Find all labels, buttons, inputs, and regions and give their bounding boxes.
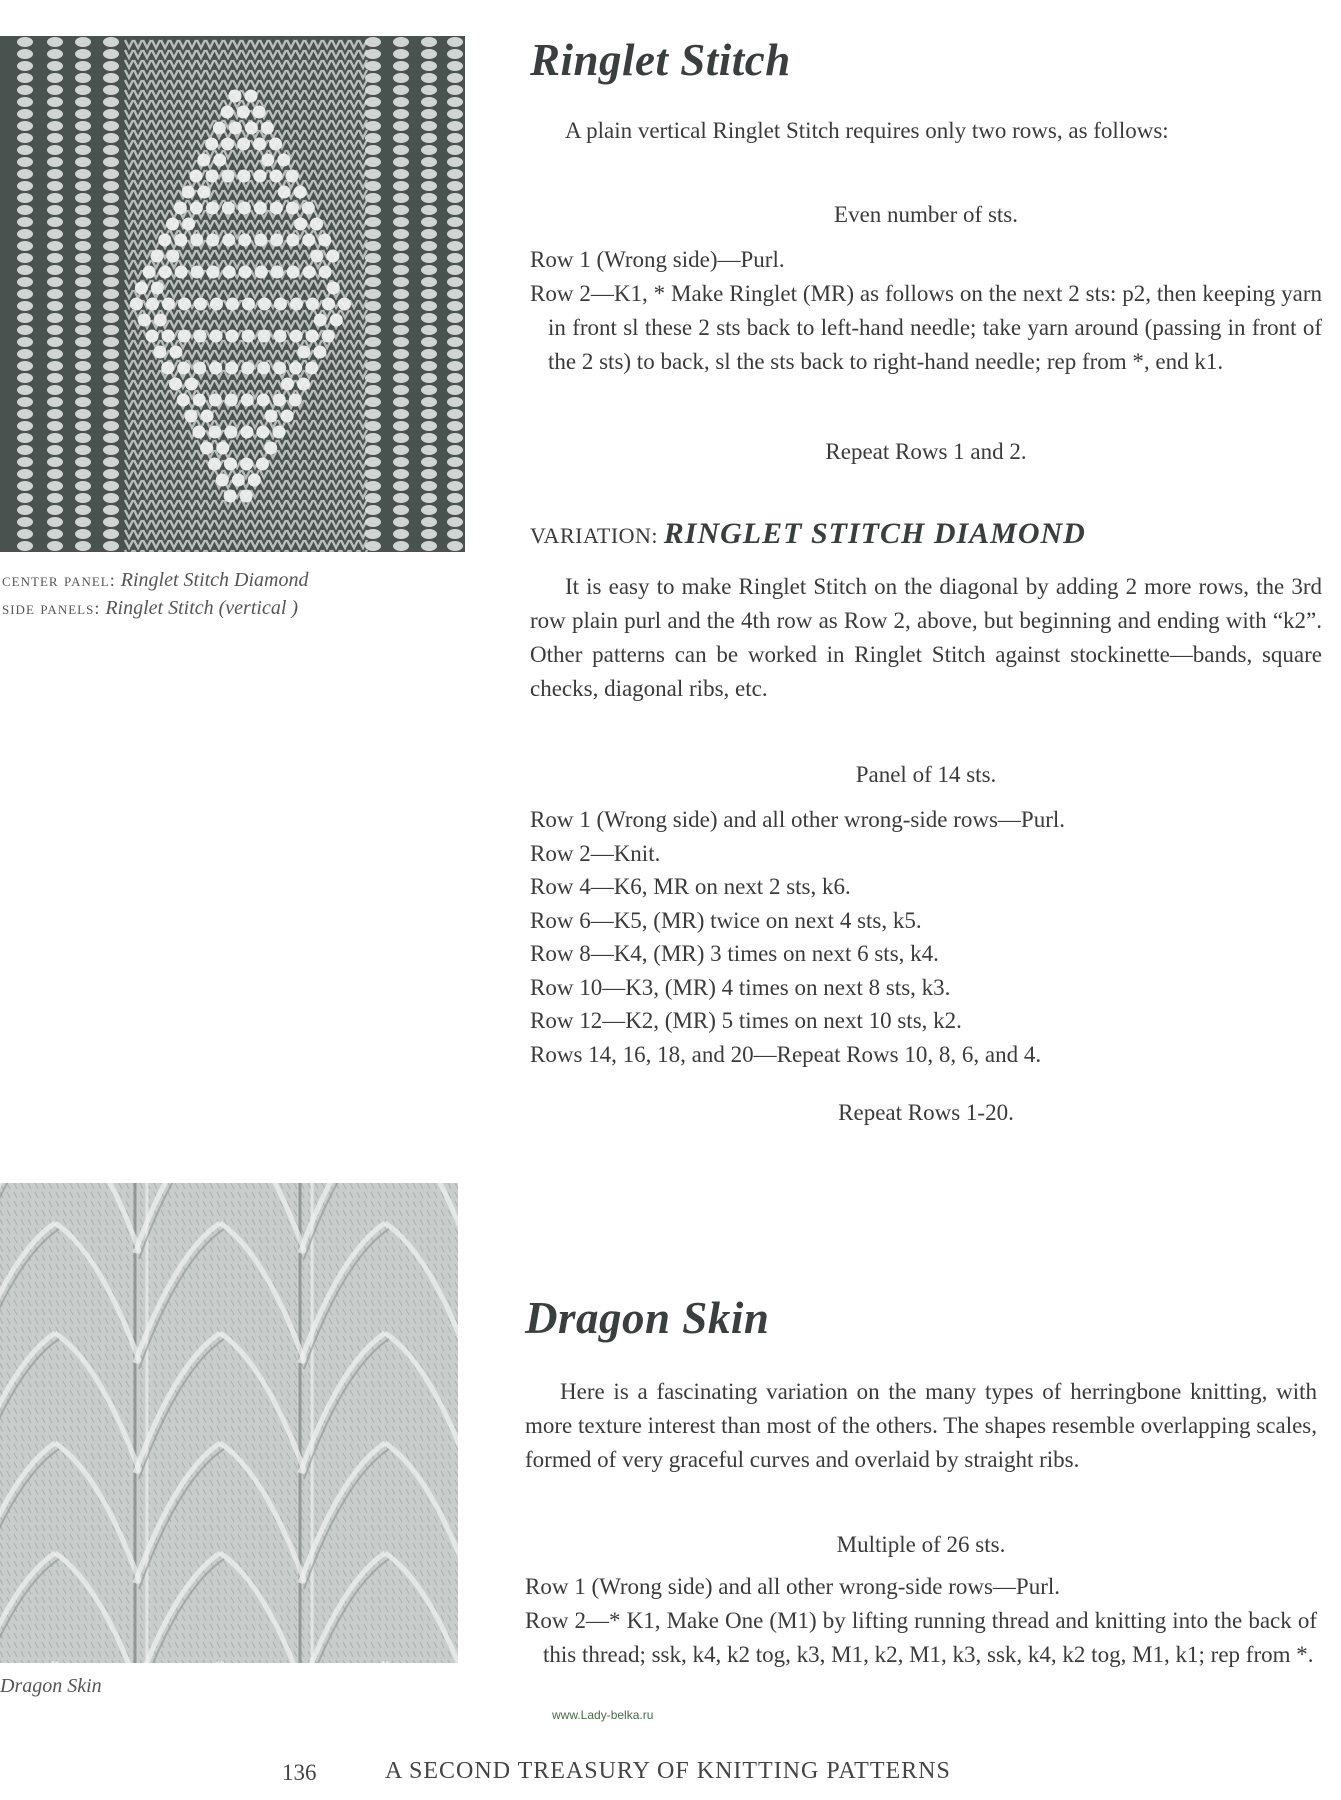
section-title-dragon: Dragon Skin xyxy=(525,1293,770,1343)
variation-repeat: Repeat Rows 1-20. xyxy=(838,1100,1014,1125)
ringlet-repeat: Repeat Rows 1 and 2. xyxy=(825,439,1027,464)
variation-name: RINGLET STITCH DIAMOND xyxy=(663,517,1086,550)
book-title: A SECOND TREASURY OF KNITTING PATTERNS xyxy=(385,1758,951,1784)
dragon-photo-caption xyxy=(0,1672,102,1700)
variation-heading xyxy=(530,516,1322,554)
dragon-intro: Here is a fascinating variation on the many types of herringbone knitting, with more texture interest than most of the others. The shapes resemble overlapping scales, formed of very graceful curves and overlaid by straight ribs. xyxy=(525,1379,1317,1472)
dragon-rows xyxy=(525,1570,1317,1672)
instruction-row: Row 1 (Wrong side) and all other wrong-side rows—Purl. xyxy=(525,1574,1061,1599)
instruction-row: Rows 14, 16, 18, and 20—Repeat Rows 10, 8, 6, and 4. xyxy=(530,1041,1042,1067)
ringlet-stitch-photo xyxy=(0,36,465,552)
dragon-caption-text: Dragon Skin xyxy=(0,1675,102,1697)
page-number: 136 xyxy=(282,1760,317,1785)
variation-stitch-count: Panel of 14 sts. xyxy=(855,762,997,787)
caption-side-label: side panels: xyxy=(2,598,101,618)
caption-center-panel xyxy=(2,566,309,594)
instruction-row: Row 2—Knit. xyxy=(530,840,661,866)
knitted-swatch-ringlet xyxy=(0,36,465,552)
instruction-row: Row 10—K3, (MR) 4 times on next 8 sts, k3. xyxy=(530,974,951,1000)
variation-label: VARIATION: xyxy=(530,523,659,548)
dragon-stitch-count: Multiple of 26 sts. xyxy=(836,1532,1006,1557)
caption-center-value: Ringlet Stitch Diamond xyxy=(120,569,309,591)
instruction-row: Row 2—K1, * Make Ringlet (MR) as follows on the next 2 sts: p2, then keeping yarn in front sl these 2 sts back to left-hand needle; take yarn around (passing in front of the 2 sts) to back, sl the sts back to right-hand needle; rep from *, end k1. xyxy=(530,281,1322,374)
watermark: www.Lady-belka.ru xyxy=(552,1708,654,1722)
instruction-row: Row 8—K4, (MR) 3 times on next 6 sts, k4. xyxy=(530,941,939,966)
knitted-swatch-dragon-skin xyxy=(0,1183,458,1663)
ringlet-stitch-count: Even number of sts. xyxy=(834,202,1018,227)
instruction-row: Row 6—K5, (MR) twice on next 4 sts, k5. xyxy=(530,907,922,933)
section-title-ringlet: Ringlet Stitch xyxy=(530,35,791,85)
instruction-row: Row 1 (Wrong side) and all other wrong-side rows—Purl. xyxy=(530,807,1066,832)
variation-intro: It is easy to make Ringlet Stitch on the diagonal by adding 2 more rows, the 3rd row plain purl and the 4th row as Row 2, above, but beginning and ending with “k2”. Other patterns can be worked in Ringlet Stitch against stockinette—bands, square checks, diagonal ribs, etc. xyxy=(530,574,1322,701)
instruction-row: Row 2—* K1, Make One (M1) by lifting running thread and knitting into the back of this thread; ssk, k4, k2 tog, k3, M1, k2, M1, k3, ssk, k4, k2 tog, M1, k1; rep from *. xyxy=(525,1608,1317,1667)
caption-center-label: center panel: xyxy=(2,570,116,590)
dragon-skin-photo xyxy=(0,1183,458,1663)
variation-rows xyxy=(530,803,1322,1071)
caption-side-panels xyxy=(2,594,309,622)
ringlet-rows xyxy=(530,243,1322,379)
ringlet-intro: A plain vertical Ringlet Stitch requires only two rows, as follows: xyxy=(565,118,1169,143)
instruction-row: Row 12—K2, (MR) 5 times on next 10 sts, k2. xyxy=(530,1008,962,1033)
instruction-row: Row 4—K6, MR on next 2 sts, k6. xyxy=(530,874,851,899)
instruction-row: Row 1 (Wrong side)—Purl. xyxy=(530,247,785,272)
caption-side-value: Ringlet Stitch (vertical ) xyxy=(105,597,299,619)
ringlet-photo-caption xyxy=(2,566,309,622)
